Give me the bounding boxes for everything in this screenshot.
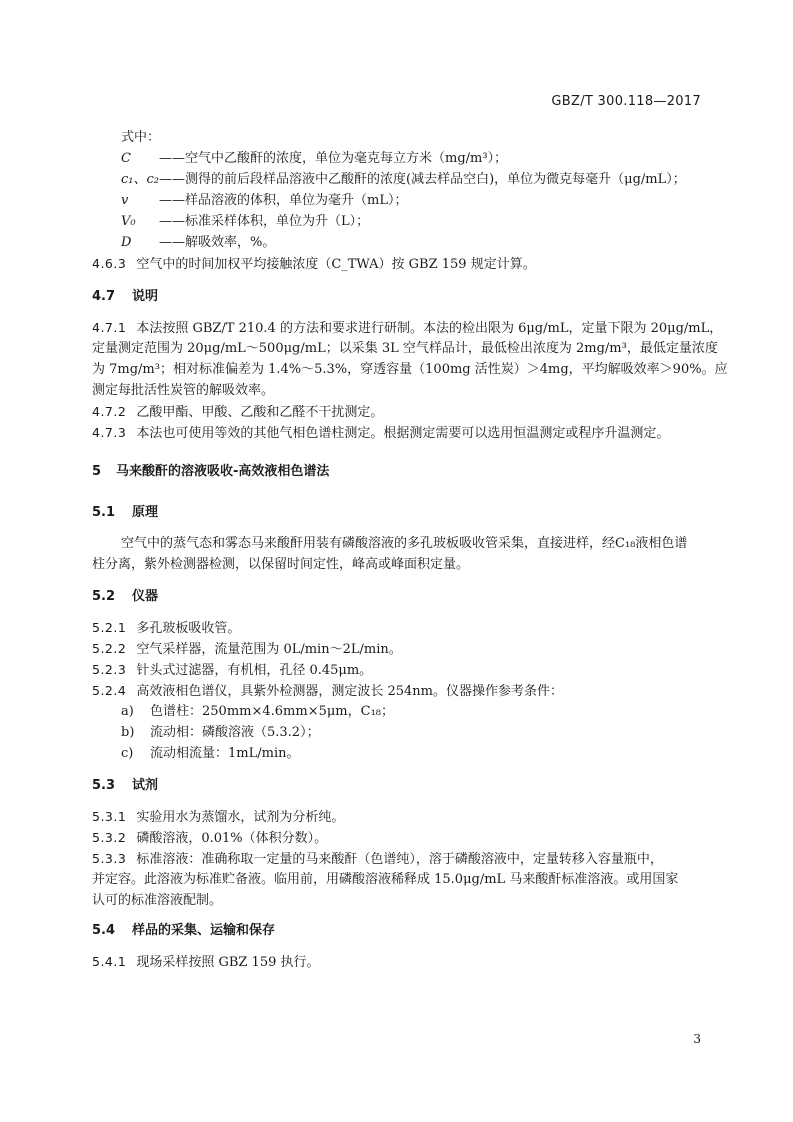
list-label: b) <box>121 725 135 740</box>
list-text: 流动相：磷酸溶液（5.3.2）； <box>150 725 320 740</box>
clause-text: 现场采样按照 GBZ 159 执行。 <box>136 955 320 970</box>
dash: —— <box>159 214 185 229</box>
section-heading-5-3 <box>92 776 158 796</box>
clause-number: 5.2.2 <box>92 641 127 656</box>
clause-4-6-3 <box>92 254 536 275</box>
symbol: c₁、c₂ <box>121 172 159 187</box>
list-item <box>121 702 394 722</box>
clause-5-2-4 <box>92 681 563 702</box>
clause-5-3-3-line: 认可的标准溶液配制。 <box>92 893 223 908</box>
dash: —— <box>159 193 185 208</box>
clause-text: 本法也可使用等效的其他气相色谱柱测定。根据测定需要可以选用恒温测定或程序升温测定。 <box>136 426 670 441</box>
clause-4-7-2 <box>92 402 383 423</box>
clause-number: 5.2.1 <box>92 620 127 635</box>
section-title: 试剂 <box>132 778 159 793</box>
clause-text: 实验用水为蒸馏水，试剂为分析纯。 <box>136 810 345 825</box>
section-number: 5.2 <box>92 589 116 604</box>
clause-text: 空气采样器，流量范围为 0L/min～2L/min。 <box>136 642 402 657</box>
clause-4-7-1-line: 测定每批活性炭管的解吸效率。 <box>92 383 275 398</box>
section-number: 5.3 <box>92 778 116 793</box>
symbol-desc: 解吸效率，%。 <box>185 235 276 250</box>
standard-code-header: GBZ/T 300.118—2017 <box>551 94 701 109</box>
symbol: V₀ <box>121 214 136 229</box>
section-heading-4-7 <box>92 287 158 307</box>
formula-symbol-row <box>121 149 507 169</box>
clause-4-7-3 <box>92 423 669 444</box>
clause-5-2-1 <box>92 618 240 639</box>
list-item <box>121 723 320 743</box>
clause-5-2-2 <box>92 639 402 660</box>
symbol-desc: 测得的前后段样品溶液中乙酸酐的浓度(减去样品空白)，单位为微克每毫升（μg/mL）； <box>185 172 686 187</box>
section-number: 4.7 <box>92 289 116 304</box>
dash: —— <box>159 235 185 250</box>
section-title: 说明 <box>132 289 159 304</box>
symbol-desc: 标准采样体积，单位为升（L）； <box>185 214 370 229</box>
clause-text: 针头式过滤器，有机相，孔径 0.45μm。 <box>136 663 373 678</box>
list-text: 色谱柱：250mm×4.6mm×5μm，C₁₈； <box>150 704 394 719</box>
clause-text: 多孔玻板吸收管。 <box>136 621 241 636</box>
symbol: D <box>121 235 132 250</box>
section-heading-5-1 <box>92 503 158 523</box>
clause-text: 空气中的时间加权平均接触浓度（C_TWA）按 GBZ 159 规定计算。 <box>136 257 536 272</box>
symbol: v <box>121 193 129 208</box>
chapter-title: 马来酸酐的溶液吸收-高效液相色谱法 <box>116 464 330 479</box>
list-label: a) <box>121 704 134 719</box>
clause-text: 本法按照 GBZ/T 210.4 的方法和要求进行研制。本法的检出限为 6μg/mL，定量下限为 20μg/mL， <box>136 321 723 336</box>
section-title: 样品的采集、运输和保存 <box>132 923 276 938</box>
section-title: 仪器 <box>132 589 159 604</box>
clause-text: 标准溶液：准确称取一定量的马来酸酐（色谱纯），溶于磷酸溶液中，定量转移入容量瓶中， <box>136 852 663 867</box>
formula-symbol-row <box>121 212 369 232</box>
page-number: 3 <box>693 1032 701 1046</box>
principle-line: 空气中的蒸气态和雾态马来酸酐用装有磷酸溶液的多孔玻板吸收管采集，直接进样，经C₁₈液相色谱 <box>121 536 688 551</box>
clause-number: 4.7.3 <box>92 425 127 440</box>
clause-number: 5.2.4 <box>92 683 127 698</box>
clause-number: 5.3.2 <box>92 830 127 845</box>
section-heading-5-2 <box>92 587 158 607</box>
clause-number: 4.7.1 <box>92 320 127 335</box>
symbol-desc: 样品溶液的体积，单位为毫升（mL）； <box>185 193 408 208</box>
formula-where-intro: 式中： <box>121 130 161 145</box>
clause-number: 5.4.1 <box>92 954 127 969</box>
dash: —— <box>159 151 185 166</box>
section-title: 原理 <box>132 505 159 520</box>
clause-5-2-3 <box>92 660 372 681</box>
clause-text: 乙酸甲酯、甲酸、乙酸和乙醛不干扰测定。 <box>136 405 384 420</box>
clause-number: 5.3.1 <box>92 809 127 824</box>
chapter-heading-5 <box>92 462 329 482</box>
list-item <box>121 744 299 764</box>
clause-text: 磷酸溶液，0.01%（体积分数）。 <box>136 831 328 846</box>
formula-symbol-row <box>121 191 407 211</box>
clause-5-3-3-line <box>92 849 663 870</box>
clause-5-3-1 <box>92 807 344 828</box>
symbol-desc: 空气中乙酸酐的浓度，单位为毫克每立方米（mg/m³）； <box>185 151 508 166</box>
dash: —— <box>159 172 185 187</box>
clause-4-7-1-line: 定量测定范围为 20μg/mL～500μg/mL；以采集 3L 空气样品计，最低检出浓度为 2mg/m³，最低定量浓度 <box>92 341 718 356</box>
section-heading-5-4 <box>92 921 275 941</box>
clause-5-3-3-line: 并定容。此溶液为标准贮备液。临用前，用磷酸溶液稀释成 15.0μg/mL 马来酸酐标准溶液。或用国家 <box>92 872 679 887</box>
clause-4-7-1-line: 为 7mg/m³；相对标准偏差为 1.4%～5.3%，穿透容量（100mg 活性炭）＞4mg，平均解吸效率＞90%。应 <box>92 362 728 377</box>
clause-number: 5.2.3 <box>92 662 127 677</box>
section-number: 5.1 <box>92 505 116 520</box>
list-text: 流动相流量：1mL/min。 <box>150 746 300 761</box>
clause-5-3-2 <box>92 828 327 849</box>
symbol: C <box>121 151 131 166</box>
clause-number: 4.6.3 <box>92 256 127 271</box>
principle-line: 柱分离，紫外检测器检测，以保留时间定性，峰高或峰面积定量。 <box>92 557 470 572</box>
clause-number: 4.7.2 <box>92 404 127 419</box>
clause-text: 高效液相色谱仪，具紫外检测器，测定波长 254nm。仪器操作参考条件： <box>136 684 563 699</box>
clause-number: 5.3.3 <box>92 851 127 866</box>
formula-symbol-row <box>121 233 275 253</box>
formula-symbol-row <box>121 170 686 190</box>
section-number: 5.4 <box>92 923 116 938</box>
clause-4-7-1-line <box>92 318 722 339</box>
clause-5-4-1 <box>92 952 320 973</box>
list-label: c) <box>121 746 134 761</box>
chapter-number: 5 <box>92 464 102 479</box>
